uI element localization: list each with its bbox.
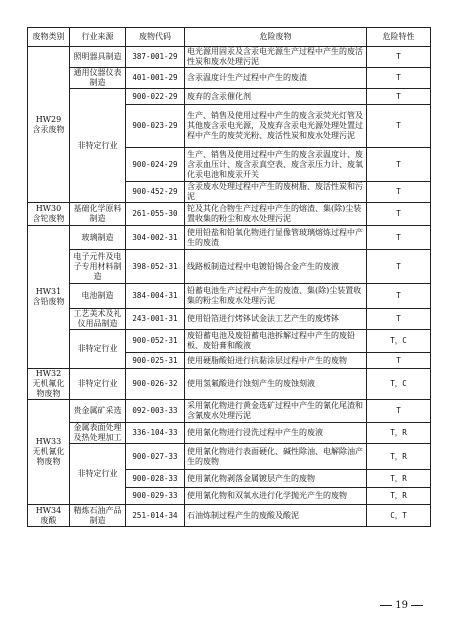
table-row [28, 423, 431, 444]
waste-description: 生产、销售及使用过程中产生的废含汞荧光灯管及其他废含汞电光源，及废弃含汞电光源处理处置过程中产生的废荧光粉、废活性炭和废水处理污泥 [185, 105, 367, 148]
table-row [28, 444, 431, 470]
waste-code: 336-104-33 [126, 423, 185, 444]
table-row [28, 89, 431, 105]
waste-code: 401-001-29 [126, 68, 185, 89]
table-header-row [28, 28, 431, 47]
industry-source: 金属表面处理及热处理加工 [70, 423, 126, 444]
header-waste: 危险废物 [185, 28, 367, 47]
hazard-property: T [367, 105, 431, 148]
hazard-property: T，R [367, 444, 431, 470]
hazard-property: T [367, 226, 431, 250]
waste-code: 900-452-29 [126, 182, 185, 203]
waste-description: 使用铅盐和铅氧化物进行显像管玻璃熔炼过程中产生的废渣 [185, 226, 367, 250]
industry-source: 非特定行业 [70, 369, 126, 400]
waste-description: 电光源用固汞及含汞电光源生产过程中产生的废活性炭和废水处理污泥 [185, 47, 367, 68]
waste-description: 废铅蓄电池及废铅蓄电池拆解过程中产生的废铅板、废铅膏和酸液 [185, 330, 367, 353]
waste-code: 261-055-30 [126, 203, 185, 226]
industry-source: 贵金属矿采选 [70, 400, 126, 423]
hazard-property: T [367, 284, 431, 309]
waste-code: 900-022-29 [126, 89, 185, 105]
waste-description: 废弃的含汞催化剂 [185, 89, 367, 105]
waste-code: 092-003-33 [126, 400, 185, 423]
hazard-property: C，T [367, 505, 431, 527]
waste-category: HW32 无机氟化物废物 [28, 369, 70, 400]
table-row [28, 203, 431, 226]
industry-source: 精炼石油产品制造 [70, 505, 126, 527]
waste-code: 900-052-31 [126, 330, 185, 353]
waste-category: HW34 废酸 [28, 505, 70, 527]
industry-source: 基础化学原料制造 [70, 203, 126, 226]
waste-code: 900-025-31 [126, 353, 185, 369]
table-row [28, 400, 431, 423]
hazard-property: T，R [367, 488, 431, 505]
waste-description: 使用氢氟酸进行蚀刻产生的废蚀刻液 [185, 369, 367, 400]
industry-source: 非特定行业 [70, 89, 126, 203]
industry-source: 照明器具制造 [70, 47, 126, 68]
table-row [28, 284, 431, 309]
hazard-property: T [367, 250, 431, 284]
industry-source: 非特定行业 [70, 444, 126, 505]
header-property: 危险特性 [367, 28, 431, 47]
table-row [28, 505, 431, 527]
hazard-property: T，R [367, 470, 431, 488]
waste-code: 304-002-31 [126, 226, 185, 250]
hazard-property: T [367, 309, 431, 330]
waste-category: HW31 含铅废物 [28, 226, 70, 369]
hazard-property: T，R [367, 423, 431, 444]
table-row [28, 250, 431, 284]
waste-code: 387-001-29 [126, 47, 185, 68]
waste-code: 900-027-33 [126, 444, 185, 470]
waste-code: 900-023-29 [126, 105, 185, 148]
hazard-property: T [367, 400, 431, 423]
waste-code: 243-001-31 [126, 309, 185, 330]
waste-code: 900-028-33 [126, 470, 185, 488]
page-number: 19 [377, 600, 426, 611]
hazard-property: T [367, 68, 431, 89]
waste-description: 使用氰化物进行浸洗过程中产生的废液 [185, 423, 367, 444]
hazard-property: T [367, 148, 431, 182]
industry-source: 玻璃制造 [70, 226, 126, 250]
waste-description: 线路板制造过程中电镀铅锡合金产生的废液 [185, 250, 367, 284]
industry-source: 通用仪器仪表制造 [70, 68, 126, 89]
waste-code: 251-014-34 [126, 505, 185, 527]
waste-category: HW33 无机氰化物废物 [28, 400, 70, 505]
hazard-property: T [367, 182, 431, 203]
table-row [28, 226, 431, 250]
waste-code: 900-026-32 [126, 369, 185, 400]
table-row [28, 47, 431, 68]
waste-category: HW29 含汞废物 [28, 47, 70, 203]
header-code: 废物代码 [126, 28, 185, 47]
header-source: 行业来源 [70, 28, 126, 47]
hazard-property: T [367, 89, 431, 105]
waste-code: 900-024-29 [126, 148, 185, 182]
waste-description: 铊及其化合物生产过程中产生的熔渣、集(除)尘装置收集的粉尘和废水处理污泥 [185, 203, 367, 226]
hazardous-waste-table [27, 27, 431, 527]
hazard-property: T，C [367, 330, 431, 353]
industry-source: 工艺美术及礼仪用品制造 [70, 309, 126, 330]
hazard-property: T，C [367, 369, 431, 400]
waste-code: 398-052-31 [126, 250, 185, 284]
waste-description: 使用氰化物和双氧水进行化学抛光产生的废物 [185, 488, 367, 505]
industry-source: 电子元件及电子专用材料制造 [70, 250, 126, 284]
waste-description: 含汞温度计生产过程中产生的废渣 [185, 68, 367, 89]
table-row [28, 68, 431, 89]
waste-description: 生产、销售及使用过程中产生的废含汞温度计、废含汞血压计、废含汞真空表、废含汞压力计、废氧化汞电池和废汞开关 [185, 148, 367, 182]
table-row [28, 369, 431, 400]
waste-category: HW30 含铊废物 [28, 203, 70, 226]
waste-description: 使用氰化物剥落金属镀层产生的废物 [185, 470, 367, 488]
industry-source: 电池制造 [70, 284, 126, 309]
waste-description: 使用铅箔进行烤钵试金法工艺产生的废烤钵 [185, 309, 367, 330]
waste-description: 铅蓄电池生产过程中产生的废渣、集(除)尘装置收集的粉尘和废水处理污泥 [185, 284, 367, 309]
table-body [28, 47, 431, 527]
header-category: 废物类别 [28, 28, 70, 47]
industry-source: 非特定行业 [70, 330, 126, 369]
hazard-property: T [367, 353, 431, 369]
hazard-property: T [367, 203, 431, 226]
waste-description: 使用硬脂酸铅进行抗黏涂层过程中产生的废物 [185, 353, 367, 369]
waste-code: 900-029-33 [126, 488, 185, 505]
waste-code: 384-004-31 [126, 284, 185, 309]
waste-description: 采用氰化物进行黄金选矿过程中产生的氰化尾渣和含氰废水处理污泥 [185, 400, 367, 423]
table-row [28, 309, 431, 330]
waste-description: 使用氰化物进行表面硬化、碱性除油、电解除油产生的废物 [185, 444, 367, 470]
waste-description: 石油炼制过程产生的废酸及酸泥 [185, 505, 367, 527]
table-row [28, 330, 431, 353]
waste-description: 含汞废水处理过程中产生的废树脂、废活性炭和污泥 [185, 182, 367, 203]
hazard-property: T [367, 47, 431, 68]
